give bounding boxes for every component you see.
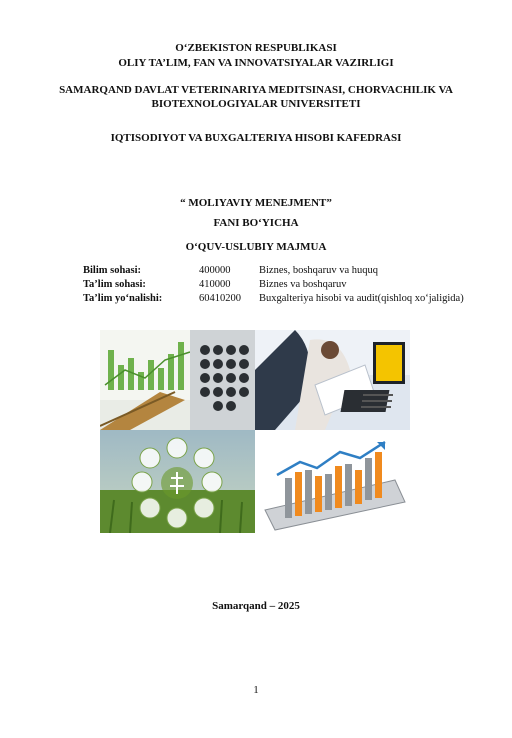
- subject-title: “ MOLIYAVIY MENEJMENT”: [180, 197, 332, 209]
- info-code: 410000: [199, 279, 231, 290]
- info-label: Bilim sohasi:: [83, 265, 142, 276]
- info-code: 60410200: [199, 293, 241, 304]
- info-label: Ta’lim yo‘nalishi:: [83, 293, 163, 304]
- info-value: Biznes va boshqaruv: [259, 279, 347, 290]
- document-type: O‘QUV-USLUBIY MAJMUA: [185, 241, 327, 253]
- office-computer-photo: [255, 330, 410, 430]
- info-value: Buxgalteriya hisobi va audit(qishloq xo‘jaligida): [259, 293, 464, 304]
- page-number: 1: [253, 684, 259, 696]
- bar-chart-tablet-photo: [255, 430, 410, 533]
- university-heading-line2: BIOTEXNOLOGIYALAR UNIVERSITETI: [151, 98, 361, 110]
- info-label: Ta’lim sohasi:: [83, 279, 146, 290]
- department-heading: IQTISODIYOT VA BUXGALTERIYA HISOBI KAFEDRASI: [110, 132, 402, 144]
- info-code: 400000: [199, 265, 231, 276]
- info-value: Biznes, boshqaruv va huquq: [259, 265, 378, 276]
- agriculture-icons-photo: [100, 430, 255, 533]
- place-year: Samarqand – 2025: [212, 600, 300, 612]
- ministry-heading: OLIY TA’LIM, FAN VA INNOVATSIYALAR VAZIRLIGI: [118, 57, 394, 69]
- finance-chart-calculator-photo: [100, 330, 255, 430]
- subject-suffix: FANI BO‘YICHA: [213, 217, 299, 229]
- republic-heading: O‘ZBEKISTON RESPUBLIKASI: [175, 42, 337, 54]
- university-heading-line1: SAMARQAND DAVLAT VETERINARIYA MEDITSINASI, CHORVACHILIK VA: [59, 84, 453, 96]
